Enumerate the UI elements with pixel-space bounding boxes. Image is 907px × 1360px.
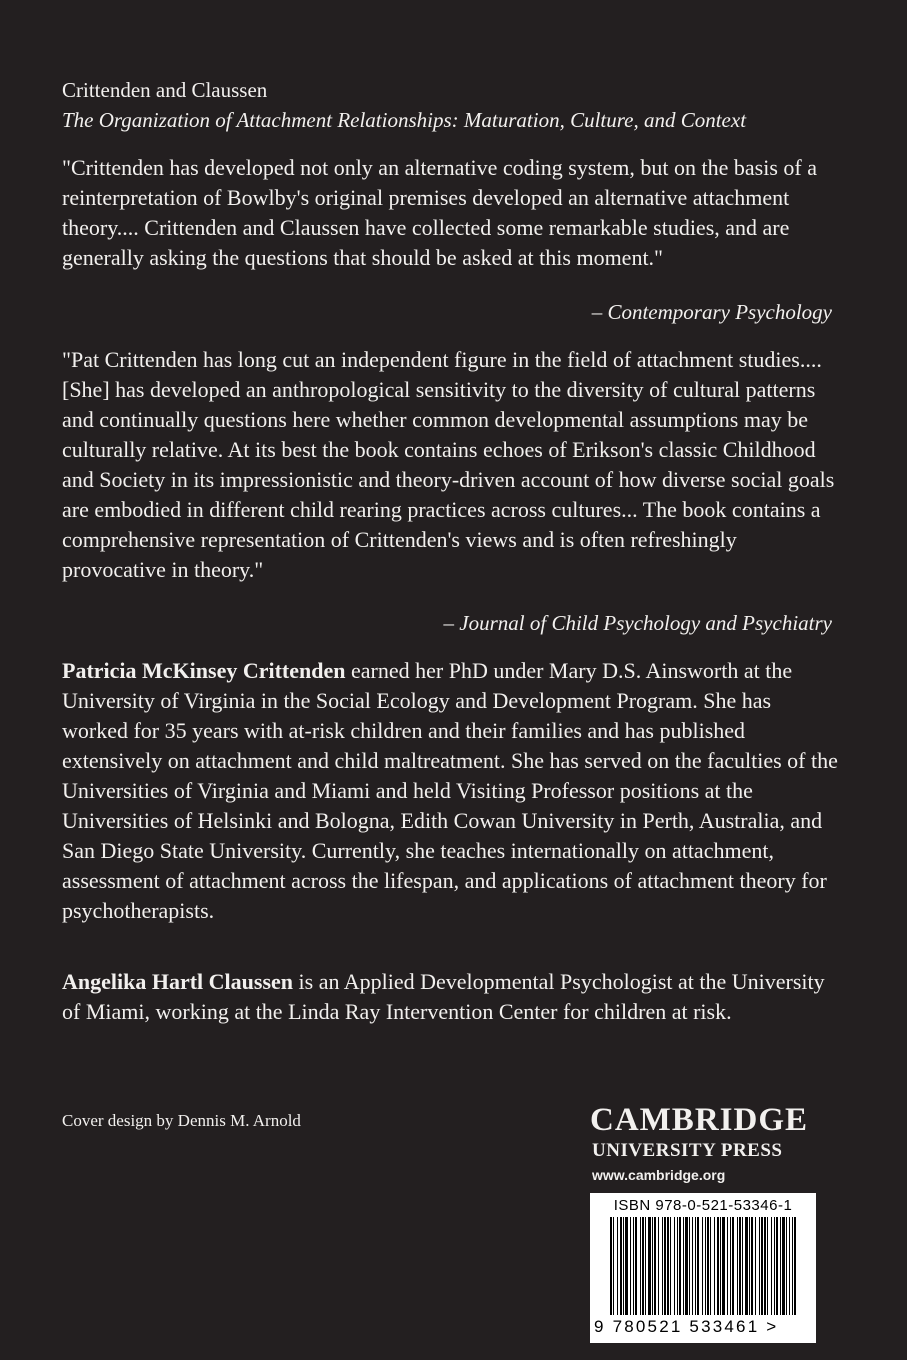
barcode-bar (702, 1217, 703, 1315)
barcode-bar (662, 1217, 663, 1315)
barcode-bar (645, 1217, 646, 1315)
barcode-bar (710, 1217, 711, 1315)
barcode-bar (737, 1217, 738, 1315)
barcode-bar (707, 1217, 709, 1315)
barcode-bar (664, 1217, 666, 1315)
author-bio-1-text: earned her PhD under Mary D.S. Ainsworth at the University of Virginia in the Social Ecology and Development Program. She has worked for 35 years with at-risk children and their families and has published extensively on attachment and child maltreatment. She has served on the faculties of the Universities of Virginia and Miami and held Visiting Professor positions at the Universities of Helsinki and Bologna, Edith Cowan University in Perth, Australia, and San Diego State University. Currently, she teaches internationally on attachment, assessment of attachment across the lifespan, and applications of attachment theory for psychotherapists. (62, 658, 838, 923)
barcode-bar (732, 1217, 734, 1315)
cover-design-credit: Cover design by Dennis M. Arnold (62, 1111, 301, 1130)
barcode-bar (730, 1217, 731, 1315)
isbn-digits: 9 780521 533461 > (594, 1317, 779, 1336)
book-authors: Crittenden and Claussen (62, 78, 268, 102)
barcode-bar (782, 1217, 785, 1315)
barcode-bar (692, 1217, 693, 1315)
author-bio-2 (62, 967, 842, 1027)
publisher-press: UNIVERSITY PRESS (592, 1140, 783, 1161)
barcode-bar (617, 1217, 618, 1315)
barcode-bar (633, 1217, 634, 1315)
barcode-bar (670, 1217, 671, 1315)
barcode-bar (720, 1217, 721, 1315)
barcode-bar (755, 1217, 756, 1315)
barcode-bar (667, 1217, 669, 1315)
isbn-barcode (590, 1193, 816, 1343)
barcode-bar (794, 1217, 796, 1315)
barcode-bar (776, 1217, 778, 1315)
barcode-bar (695, 1217, 696, 1315)
publisher-logo: CAMBRIDGE (590, 1102, 809, 1138)
barcode-bar (780, 1217, 781, 1315)
publisher-url: www.cambridge.org (592, 1167, 726, 1183)
barcode-bar (742, 1217, 743, 1315)
barcode-bar (654, 1217, 656, 1315)
barcode-bar (714, 1217, 715, 1315)
barcode-bar (727, 1217, 728, 1315)
barcode-bar (761, 1217, 763, 1315)
barcode-bar (722, 1217, 725, 1315)
barcode-bar (623, 1217, 624, 1315)
barcode-bar (786, 1217, 787, 1315)
barcode-bar (764, 1217, 766, 1315)
barcode-bar (759, 1217, 760, 1315)
barcode-bar (679, 1217, 681, 1315)
barcode-bar (771, 1217, 772, 1315)
review-source-1: – Contemporary Psychology (591, 300, 832, 324)
barcode-bar (677, 1217, 678, 1315)
barcode-bar (658, 1217, 659, 1315)
barcode-bar (697, 1217, 699, 1315)
barcode-bar (751, 1217, 753, 1315)
barcode-bar (642, 1217, 644, 1315)
barcode-bar (689, 1217, 690, 1315)
isbn-label: ISBN 978-0-521-53346-1 (613, 1197, 793, 1214)
barcode-bar (749, 1217, 750, 1315)
barcode-bar (613, 1217, 614, 1315)
barcode-bar (705, 1217, 706, 1315)
author-bio-1 (62, 656, 842, 926)
barcode-bar (745, 1217, 748, 1315)
barcode-bar (685, 1217, 688, 1315)
author-name-1: Patricia McKinsey Crittenden (62, 658, 346, 683)
barcode-icon (590, 1217, 816, 1321)
book-title: The Organization of Attachment Relationships: Maturation, Culture, and Context (62, 108, 747, 132)
barcode-bar (789, 1217, 790, 1315)
barcode-bar (610, 1217, 612, 1315)
barcode-bar (640, 1217, 641, 1315)
barcode-bar (739, 1217, 741, 1315)
barcode-bar (774, 1217, 775, 1315)
barcode-bar (717, 1217, 719, 1315)
barcode-bar (648, 1217, 651, 1315)
review-quote-2: "Pat Crittenden has long cut an independent figure in the field of attachment studies.... [She] has developed an anthropological sensitivity to the diversity of cultural patterns and continually questions here whether common developmental assumptions may be culturally relative. At its best the book contains echoes of Erikson's classic Childhood and Society in its impressionistic and theory-driven account of how diverse social goals are embodied in different child rearing practices across cultures... The book contains a comprehensive representation of Crittenden's views and is often refreshingly provocative in theory." (62, 347, 835, 582)
barcode-bar (630, 1217, 631, 1315)
review-quote-1: "Crittenden has developed not only an alternative coding system, but on the basis of a reinterpretation of Bowlby's original premises developed an alternative attachment theory.... Crittenden and Claussen have collected some remarkable studies, and are generally asking the questions that should be asked at this moment." (62, 155, 817, 270)
barcode-bar (792, 1217, 793, 1315)
barcode-bar (674, 1217, 675, 1315)
barcode-bar (625, 1217, 628, 1315)
barcode-bar (620, 1217, 622, 1315)
barcode-bar (767, 1217, 768, 1315)
barcode-bar (683, 1217, 684, 1315)
barcode-bar (635, 1217, 637, 1315)
author-name-2: Angelika Hartl Claussen (62, 969, 294, 994)
review-source-2: – Journal of Child Psychology and Psychiatry (443, 611, 832, 635)
author-bio-2-text: is an Applied Developmental Psychologist at the University of Miami, working at the Linda Ray Intervention Center for children at risk. (62, 969, 825, 1024)
barcode-bar (652, 1217, 653, 1315)
